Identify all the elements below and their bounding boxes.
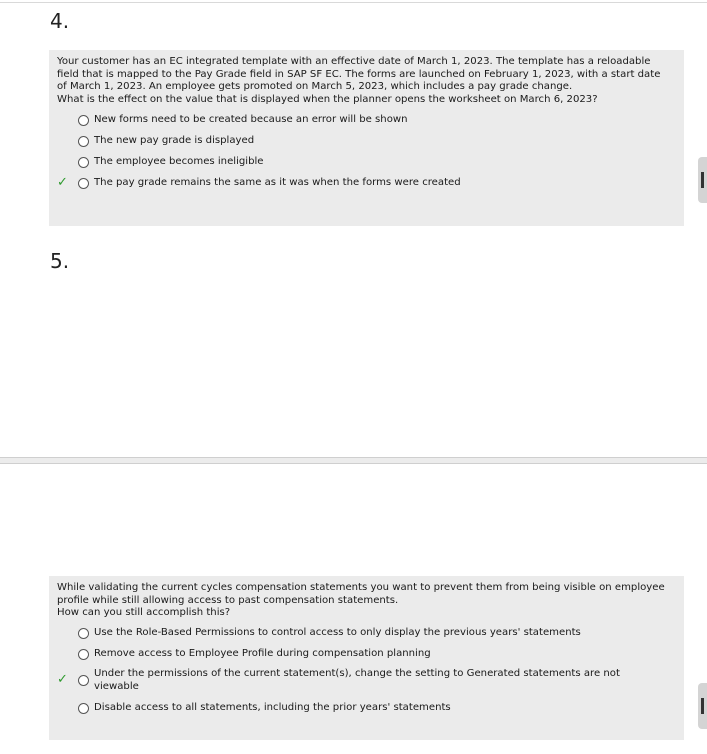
option-label[interactable]: Disable access to all statements, including the prior years' statements bbox=[94, 702, 451, 713]
option-label[interactable]: The employee becomes ineligible bbox=[94, 156, 264, 167]
option-row[interactable] bbox=[49, 668, 649, 694]
section-divider bbox=[0, 457, 707, 464]
side-panel-tab[interactable] bbox=[698, 683, 707, 729]
question-panel-4 bbox=[49, 50, 684, 226]
option-row[interactable] bbox=[49, 702, 649, 716]
radio-button[interactable] bbox=[78, 703, 89, 714]
arrow-icon bbox=[701, 172, 704, 188]
option-label[interactable]: The new pay grade is displayed bbox=[94, 135, 255, 146]
question-number: 5. bbox=[50, 249, 70, 273]
radio-button[interactable] bbox=[78, 115, 89, 126]
option-label[interactable]: New forms need to be created because an error will be shown bbox=[94, 114, 408, 125]
option-row[interactable] bbox=[49, 627, 649, 641]
radio-button[interactable] bbox=[78, 178, 89, 189]
option-row[interactable] bbox=[49, 114, 649, 128]
top-divider bbox=[0, 2, 707, 3]
option-label[interactable]: Remove access to Employee Profile during compensation planning bbox=[94, 648, 431, 659]
radio-button[interactable] bbox=[78, 675, 89, 686]
radio-button[interactable] bbox=[78, 157, 89, 168]
side-panel-tab[interactable] bbox=[698, 157, 707, 203]
question-text: Your customer has an EC integrated template with an effective date of March 1, 2023. The template has a reloadable field that is mapped to the Pay Grade field in SAP SF EC. The forms are launched on February 1, 2023, with a start date of March 1, 2023. An employee gets promoted on March 5, 2023, which includes a pay grade change. What is the effect on the value that is displayed when the planner opens the worksheet on March 6, 2023? bbox=[57, 56, 661, 105]
option-row[interactable] bbox=[49, 177, 649, 191]
radio-button[interactable] bbox=[78, 649, 89, 660]
radio-button[interactable] bbox=[78, 136, 89, 147]
correct-check-icon: ✓ bbox=[57, 175, 68, 190]
option-label[interactable]: Under the permissions of the current statement(s), change the setting to Generated statements are not viewable bbox=[94, 668, 620, 692]
option-row[interactable] bbox=[49, 648, 649, 662]
question-text: While validating the current cycles compensation statements you want to prevent them from being visible on employee profile while still allowing access to past compensation statements. How can you still accomplish this? bbox=[57, 582, 665, 618]
radio-button[interactable] bbox=[78, 628, 89, 639]
arrow-icon bbox=[701, 698, 704, 714]
correct-check-icon: ✓ bbox=[57, 672, 68, 687]
option-label[interactable]: The pay grade remains the same as it was when the forms were created bbox=[94, 177, 461, 188]
option-row[interactable] bbox=[49, 156, 649, 170]
question-panel-5 bbox=[49, 576, 684, 740]
option-row[interactable] bbox=[49, 135, 649, 149]
question-number: 4. bbox=[50, 9, 70, 33]
option-label[interactable]: Use the Role-Based Permissions to control access to only display the previous years' statements bbox=[94, 627, 581, 638]
